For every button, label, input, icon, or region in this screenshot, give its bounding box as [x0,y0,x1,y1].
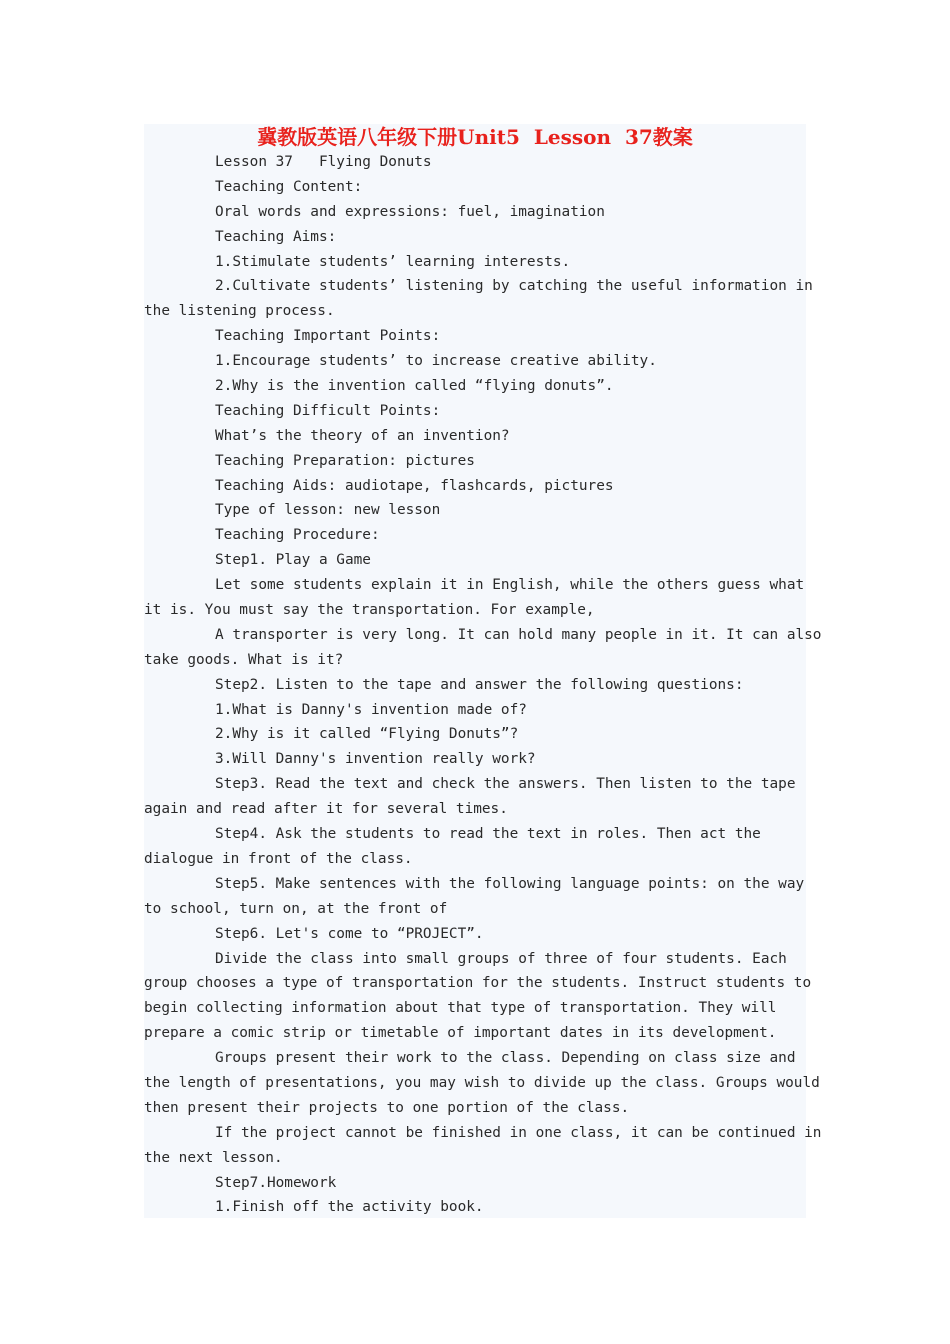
text-line: the length of presentations, you may wish to divide up the class. Groups would [144,1074,820,1091]
text-line: Step3. Read the text and check the answers. Then listen to the tape [215,776,796,793]
text-line: it is. You must say the transportation. For example, [144,602,595,619]
text-line: Teaching Procedure: [215,527,380,544]
text-line: 1.Finish off the activity book. [215,1199,484,1216]
document-body [144,150,822,1220]
text-line: Step1. Play a Game [215,552,371,569]
text-line: to school, turn on, at the front of [144,900,448,917]
text-line: Groups present their work to the class. Depending on class size and [215,1050,796,1067]
text-line: dialogue in front of the class. [144,850,413,867]
text-line: 1.Encourage students’ to increase creative ability. [215,353,657,370]
text-line: Let some students explain it in English, while the others guess what [215,577,805,594]
text-line: Step6. Let's come to “PROJECT”. [215,925,484,942]
text-line: begin collecting information about that type of transportation. They will [144,1000,777,1017]
text-line: take goods. What is it? [144,651,344,668]
text-line: A transporter is very long. It can hold many people in it. It can also [215,626,822,643]
text-line: Type of lesson: new lesson [215,502,441,519]
text-line: Teaching Important Points: [215,328,441,345]
text-line: Step5. Make sentences with the following language points: on the way [215,875,805,892]
text-line: Oral words and expressions: fuel, imagination [215,203,605,220]
text-line: 2.Cultivate students’ listening by catching the useful information in [215,278,813,295]
text-line: 2.Why is it called “Flying Donuts”? [215,726,519,743]
text-line: 1.What is Danny's invention made of? [215,701,527,718]
text-line: the next lesson. [144,1149,283,1166]
text-line: Step7.Homework [215,1174,337,1191]
text-line: Teaching Aids: audiotape, flashcards, pictures [215,477,614,494]
text-line: Teaching Preparation: pictures [215,452,475,469]
text-line: then present their projects to one portion of the class. [144,1099,630,1116]
text-line: prepare a comic strip or timetable of important dates in its development. [144,1025,777,1042]
text-line: 3.Will Danny's invention really work? [215,751,536,768]
text-line: Teaching Aims: [215,228,337,245]
document-title: 冀教版英语八年级下册Unit5 Lesson 37教案 [257,125,693,149]
text-line: Step2. Listen to the tape and answer the following questions: [215,676,744,693]
text-line: again and read after it for several times. [144,801,508,818]
text-line: Teaching Difficult Points: [215,402,441,419]
text-line: group chooses a type of transportation for the students. Instruct students to [144,975,812,992]
text-line: Lesson 37 Flying Donuts [215,154,432,170]
text-line: 2.Why is the invention called “flying donuts”. [215,378,614,395]
text-line: If the project cannot be finished in one class, it can be continued in [215,1124,822,1141]
text-line: What’s the theory of an invention? [215,427,510,444]
text-line: the listening process. [144,303,335,320]
text-line: Step4. Ask the students to read the text in roles. Then act the [215,826,761,843]
text-line: 1.Stimulate students’ learning interests. [215,253,571,270]
text-line: Teaching Content: [215,178,363,195]
text-line: Divide the class into small groups of three of four students. Each [215,950,787,967]
